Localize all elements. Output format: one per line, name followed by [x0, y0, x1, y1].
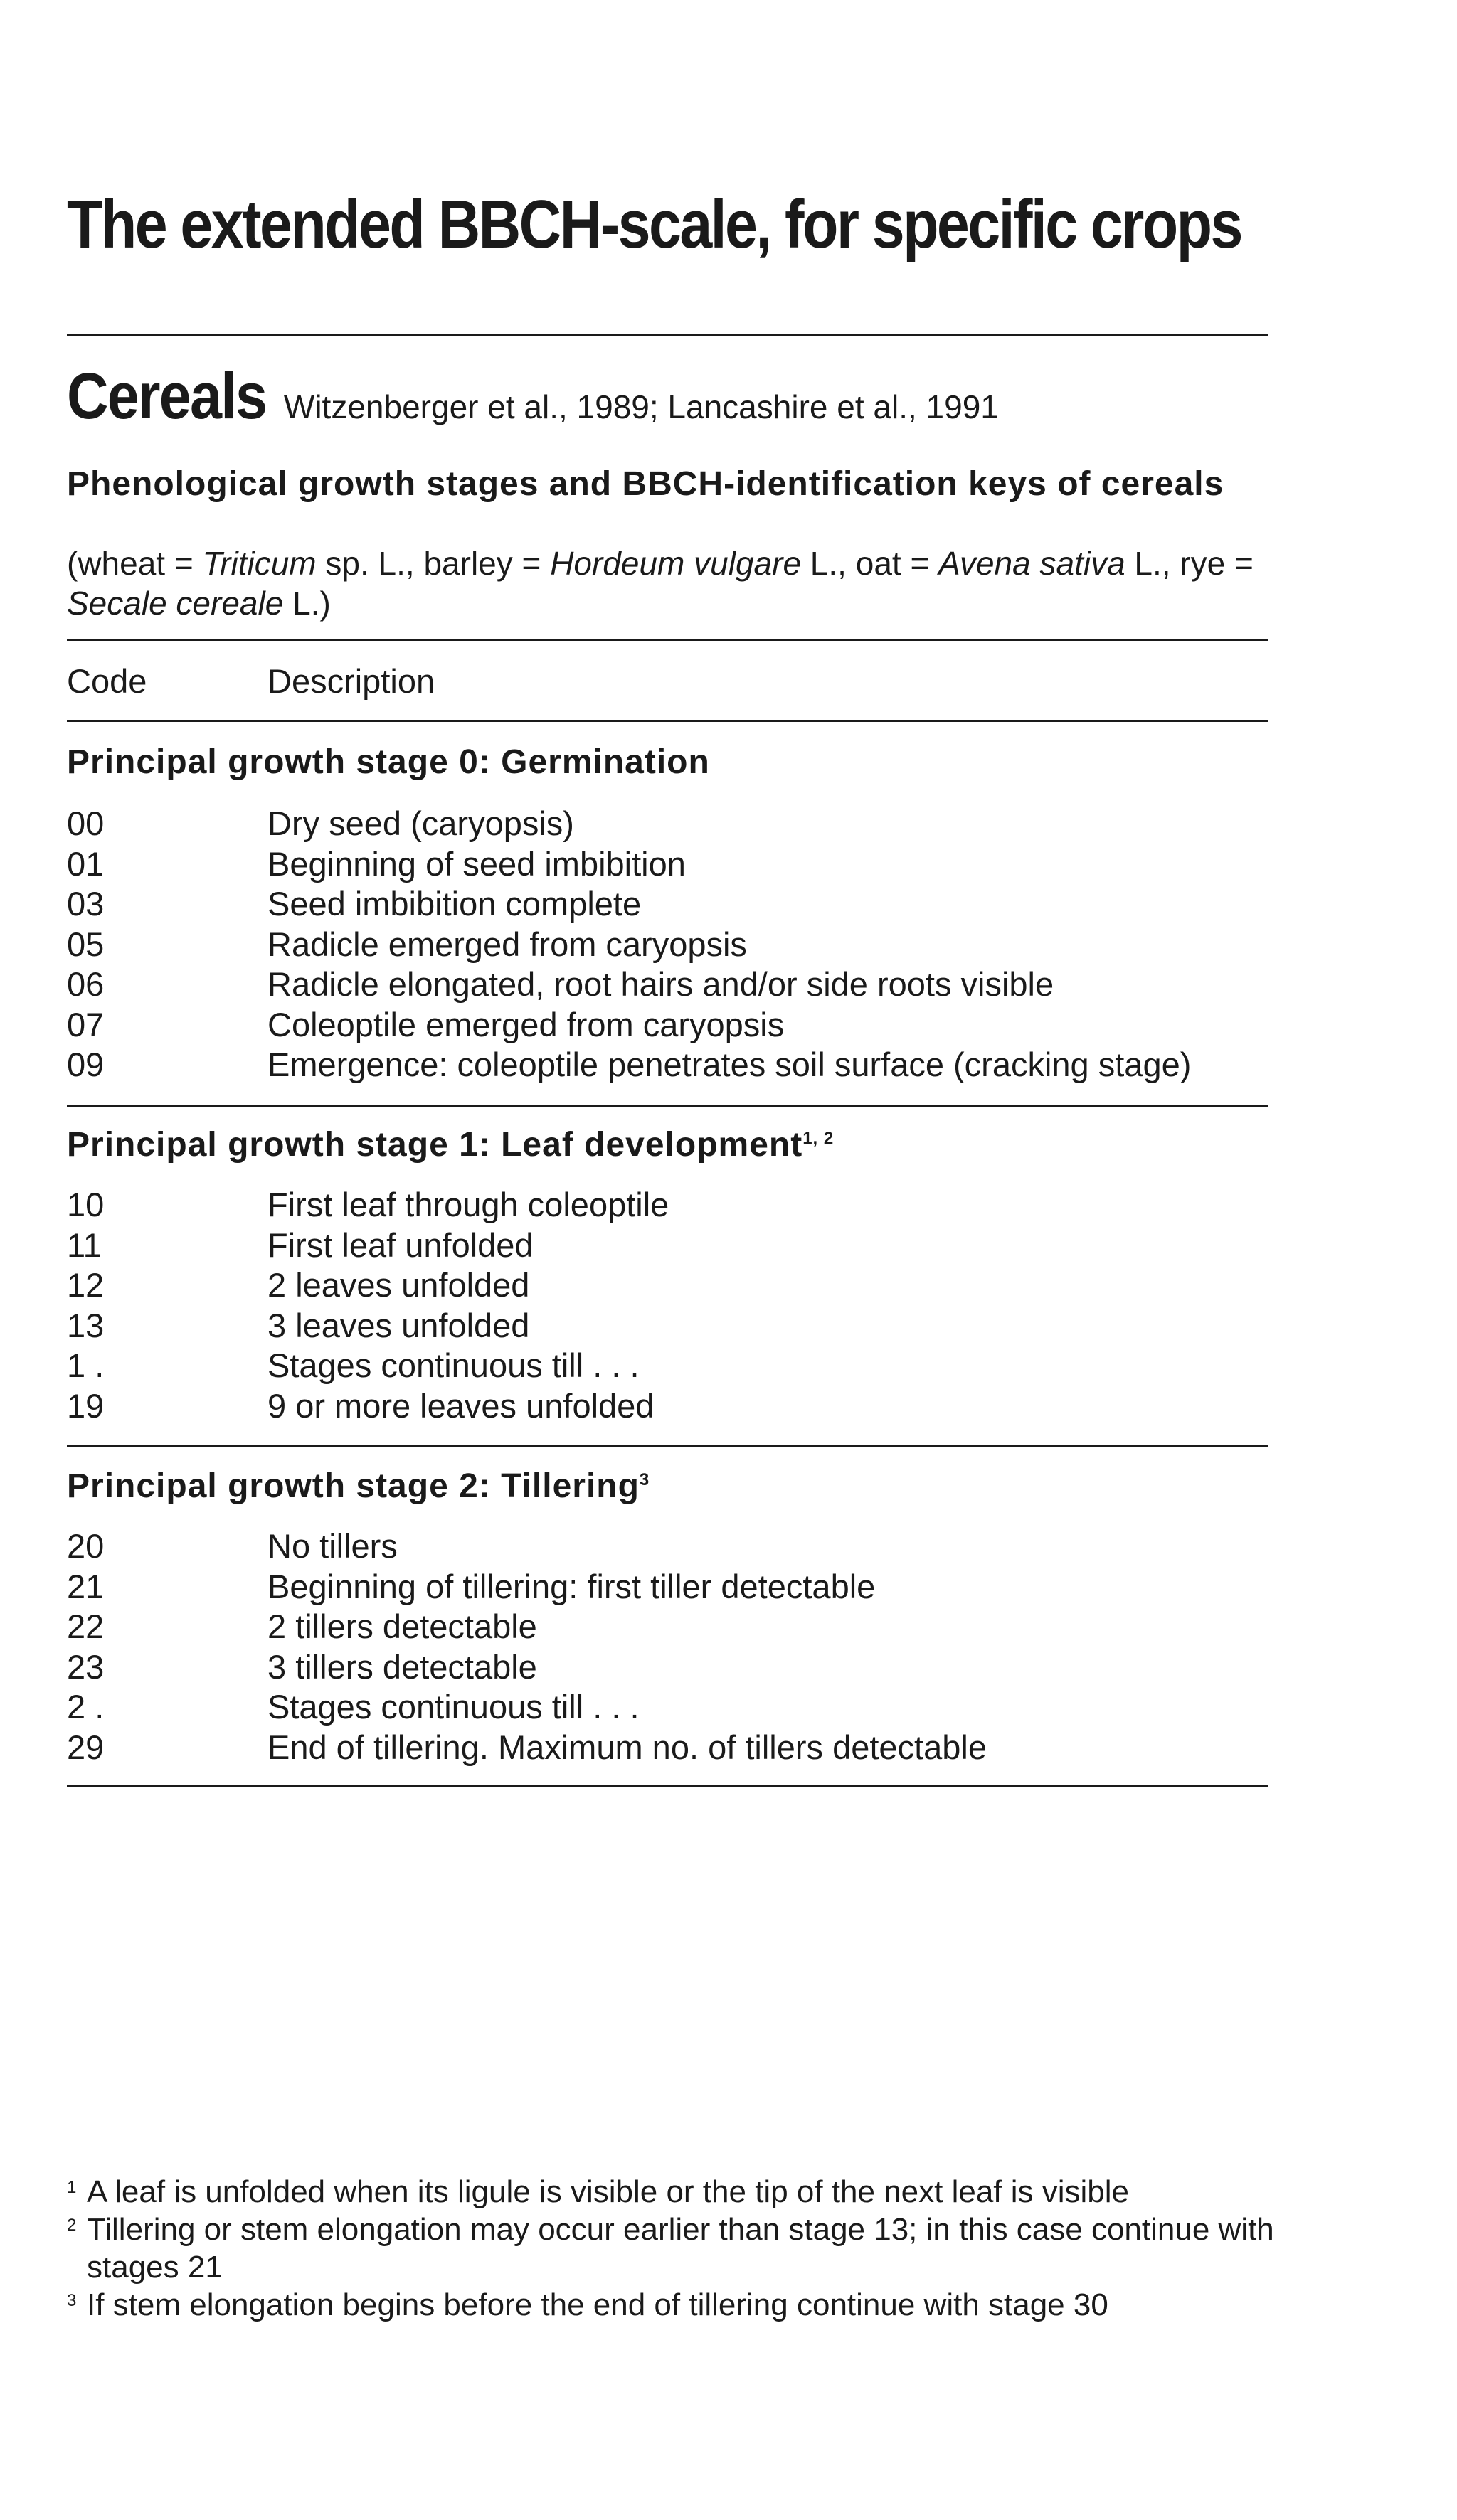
- stage-code: 13: [67, 1306, 105, 1344]
- table-row: [67, 844, 1268, 885]
- table-row: [67, 1386, 1268, 1427]
- page-title: The extended BBCH-scale, for specific crops: [67, 186, 1241, 262]
- stage-rows-2: [67, 1526, 1268, 1767]
- table-row: [67, 1185, 1268, 1226]
- table-row: [67, 1005, 1268, 1046]
- stage-code: 21: [67, 1567, 105, 1605]
- table-top-rule: [67, 639, 1268, 641]
- stage-description: Radicle elongated, root hairs and/or side roots visible: [267, 965, 1054, 1003]
- table-row: [67, 804, 1268, 844]
- table-row: [67, 884, 1268, 925]
- table-row: [67, 1607, 1268, 1647]
- stage-code: 05: [67, 925, 105, 963]
- stage-rows-0: [67, 804, 1268, 1085]
- stage-code: 2 .: [67, 1688, 105, 1726]
- rye-latin: Secale cereale: [67, 585, 284, 622]
- stage-code: 1 .: [67, 1346, 105, 1384]
- crop-header: [67, 359, 999, 434]
- stage-description: Beginning of tillering: first tiller detectable: [267, 1567, 876, 1605]
- table-row: [67, 1045, 1268, 1085]
- stage-description: Emergence: coleoptile penetrates soil surface (cracking stage): [267, 1046, 1192, 1083]
- stage-heading-2: Principal growth stage 2: Tillering$^3$: [67, 1467, 650, 1505]
- stage-code: 11: [67, 1226, 102, 1264]
- stage-rows-1: [67, 1185, 1268, 1426]
- stage-description: No tillers: [267, 1527, 398, 1565]
- stage-0-rule: [67, 1105, 1268, 1107]
- stage-code: 07: [67, 1005, 105, 1043]
- header-rule: [67, 720, 1268, 722]
- stage-description: Seed imbibition complete: [267, 885, 642, 923]
- species-list: (wheat = Triticum sp. L., barley = Hordeum vulgare L., oat = Avena sativa L., rye = Secale cereale L.): [67, 545, 1254, 622]
- barley-latin: Hordeum vulgare: [550, 545, 802, 582]
- stage-code: 06: [67, 965, 105, 1003]
- stage-description: Radicle emerged from caryopsis: [267, 925, 747, 963]
- stage-code: 19: [67, 1386, 105, 1425]
- stage-code: 10: [67, 1186, 105, 1223]
- stage-description: End of tillering. Maximum no. of tillers detectable: [267, 1728, 987, 1766]
- stage-code: 03: [67, 885, 105, 923]
- stage-description: Beginning of seed imbibition: [267, 844, 686, 883]
- table-row: [67, 1647, 1268, 1688]
- stage-description: 2 tillers detectable: [267, 1607, 537, 1645]
- footnote-3: 3 If stem elongation begins before the end of tillering continue with stage 30: [67, 2287, 1108, 2322]
- table-row: [67, 1526, 1268, 1567]
- keys-heading: Phenological growth stages and BBCH-identification keys of cereals: [67, 465, 1224, 503]
- table-row: [67, 1687, 1268, 1728]
- stage-description: First leaf unfolded: [267, 1226, 534, 1264]
- column-description: Description: [267, 662, 435, 700]
- stage-heading-1: Principal growth stage 1: Leaf development$^{1, 2}$: [67, 1126, 835, 1164]
- table-row: [67, 1306, 1268, 1346]
- table-row: [67, 1346, 1268, 1386]
- footnotes: [67, 2173, 1276, 2324]
- table-row: [67, 1567, 1268, 1607]
- stage-code: 01: [67, 844, 105, 883]
- footnote-2: 2 Tillering or stem elongation may occur earlier than stage 13; in this case continue with stages 21: [67, 2212, 1274, 2285]
- table-row: [67, 964, 1268, 1005]
- table-bottom-rule: [67, 1785, 1268, 1787]
- crop-references: Witzenberger et al., 1989; Lancashire et al., 1991: [283, 388, 999, 425]
- stage-description: 3 tillers detectable: [267, 1647, 537, 1686]
- table-row: [67, 1226, 1268, 1266]
- stage-description: Coleoptile emerged from caryopsis: [267, 1005, 785, 1043]
- stage-code: 09: [67, 1046, 105, 1083]
- stage-heading-0: Principal growth stage 0: Germination: [67, 743, 710, 781]
- table-row: [67, 925, 1268, 965]
- stage-code: 22: [67, 1607, 105, 1645]
- stage-code: 00: [67, 804, 105, 842]
- stage-code: 12: [67, 1266, 105, 1304]
- stage-description: Stages continuous till . . .: [267, 1346, 640, 1384]
- stage-code: 23: [67, 1647, 105, 1686]
- crop-name: Cereals: [67, 360, 267, 432]
- stage-description: First leaf through coleoptile: [267, 1186, 669, 1223]
- column-code: Code: [67, 662, 147, 700]
- footnote-1: 1 A leaf is unfolded when its ligule is visible or the tip of the next leaf is visible: [67, 2174, 1130, 2209]
- title-divider: [67, 334, 1268, 336]
- stage-description: Dry seed (caryopsis): [267, 804, 574, 842]
- table-row: [67, 1265, 1268, 1306]
- stage-description: 3 leaves unfolded: [267, 1306, 530, 1344]
- stage-description: 2 leaves unfolded: [267, 1266, 530, 1304]
- oat-latin: Avena sativa: [938, 545, 1125, 582]
- column-header: [67, 661, 435, 701]
- table-row: [67, 1728, 1268, 1768]
- stage-code: 29: [67, 1728, 105, 1766]
- wheat-latin: Triticum: [202, 545, 317, 582]
- stage-description: Stages continuous till . . .: [267, 1688, 640, 1726]
- stage-code: 20: [67, 1527, 105, 1565]
- stage-description: 9 or more leaves unfolded: [267, 1386, 655, 1425]
- stage-1-rule: [67, 1445, 1268, 1447]
